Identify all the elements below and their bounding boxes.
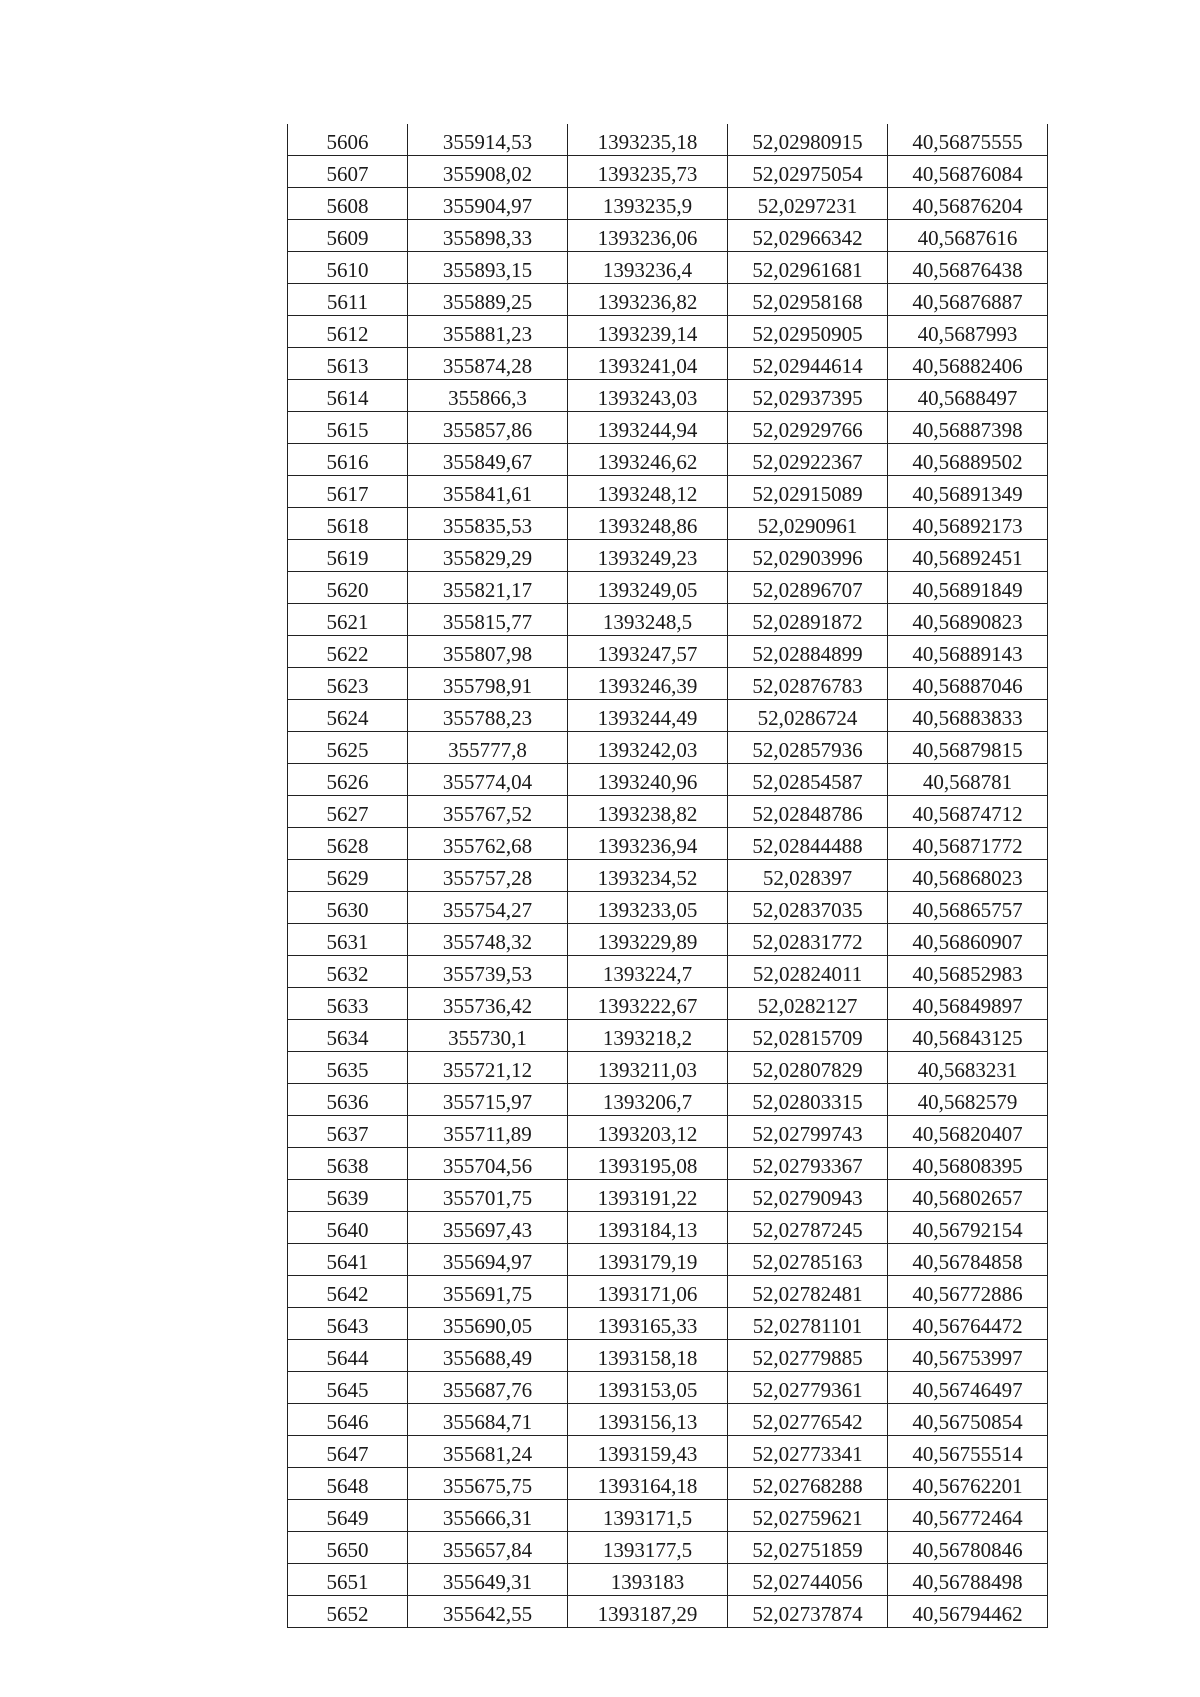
x-coordinate-cell: 355691,75 xyxy=(408,1276,568,1308)
latitude-cell: 52,02815709 xyxy=(728,1020,888,1052)
longitude-cell: 40,56876084 xyxy=(888,156,1048,188)
longitude-cell: 40,56852983 xyxy=(888,956,1048,988)
point-number-cell: 5611 xyxy=(288,284,408,316)
x-coordinate-cell: 355657,84 xyxy=(408,1532,568,1564)
x-coordinate-cell: 355893,15 xyxy=(408,252,568,284)
table-row xyxy=(288,668,1048,700)
longitude-cell: 40,56792154 xyxy=(888,1212,1048,1244)
y-coordinate-cell: 1393158,18 xyxy=(568,1340,728,1372)
coordinates-table-body xyxy=(288,124,1048,1628)
point-number-cell: 5615 xyxy=(288,412,408,444)
y-coordinate-cell: 1393236,4 xyxy=(568,252,728,284)
y-coordinate-cell: 1393235,18 xyxy=(568,124,728,156)
y-coordinate-cell: 1393241,04 xyxy=(568,348,728,380)
point-number-cell: 5623 xyxy=(288,668,408,700)
table-row xyxy=(288,348,1048,380)
table-row xyxy=(288,1596,1048,1628)
point-number-cell: 5617 xyxy=(288,476,408,508)
x-coordinate-cell: 355694,97 xyxy=(408,1244,568,1276)
y-coordinate-cell: 1393246,62 xyxy=(568,444,728,476)
y-coordinate-cell: 1393248,86 xyxy=(568,508,728,540)
longitude-cell: 40,56887046 xyxy=(888,668,1048,700)
table-row xyxy=(288,892,1048,924)
table-row xyxy=(288,444,1048,476)
x-coordinate-cell: 355798,91 xyxy=(408,668,568,700)
latitude-cell: 52,02950905 xyxy=(728,316,888,348)
latitude-cell: 52,02980915 xyxy=(728,124,888,156)
longitude-cell: 40,56780846 xyxy=(888,1532,1048,1564)
table-row xyxy=(288,700,1048,732)
table-row xyxy=(288,1372,1048,1404)
latitude-cell: 52,02958168 xyxy=(728,284,888,316)
x-coordinate-cell: 355914,53 xyxy=(408,124,568,156)
table-row xyxy=(288,220,1048,252)
longitude-cell: 40,56843125 xyxy=(888,1020,1048,1052)
y-coordinate-cell: 1393153,05 xyxy=(568,1372,728,1404)
y-coordinate-cell: 1393229,89 xyxy=(568,924,728,956)
y-coordinate-cell: 1393235,73 xyxy=(568,156,728,188)
table-row xyxy=(288,252,1048,284)
x-coordinate-cell: 355829,29 xyxy=(408,540,568,572)
latitude-cell: 52,02854587 xyxy=(728,764,888,796)
y-coordinate-cell: 1393164,18 xyxy=(568,1468,728,1500)
table-row xyxy=(288,1276,1048,1308)
table-row xyxy=(288,188,1048,220)
latitude-cell: 52,02807829 xyxy=(728,1052,888,1084)
longitude-cell: 40,56755514 xyxy=(888,1436,1048,1468)
latitude-cell: 52,0290961 xyxy=(728,508,888,540)
latitude-cell: 52,02966342 xyxy=(728,220,888,252)
latitude-cell: 52,02776542 xyxy=(728,1404,888,1436)
x-coordinate-cell: 355697,43 xyxy=(408,1212,568,1244)
x-coordinate-cell: 355754,27 xyxy=(408,892,568,924)
x-coordinate-cell: 355866,3 xyxy=(408,380,568,412)
y-coordinate-cell: 1393206,7 xyxy=(568,1084,728,1116)
latitude-cell: 52,02844488 xyxy=(728,828,888,860)
point-number-cell: 5641 xyxy=(288,1244,408,1276)
table-row xyxy=(288,828,1048,860)
longitude-cell: 40,56876887 xyxy=(888,284,1048,316)
latitude-cell: 52,02737874 xyxy=(728,1596,888,1628)
point-number-cell: 5626 xyxy=(288,764,408,796)
x-coordinate-cell: 355904,97 xyxy=(408,188,568,220)
x-coordinate-cell: 355688,49 xyxy=(408,1340,568,1372)
longitude-cell: 40,56788498 xyxy=(888,1564,1048,1596)
x-coordinate-cell: 355777,8 xyxy=(408,732,568,764)
latitude-cell: 52,02975054 xyxy=(728,156,888,188)
latitude-cell: 52,02891872 xyxy=(728,604,888,636)
table-row xyxy=(288,1116,1048,1148)
table-row xyxy=(288,156,1048,188)
longitude-cell: 40,56883833 xyxy=(888,700,1048,732)
latitude-cell: 52,02857936 xyxy=(728,732,888,764)
table-row xyxy=(288,1436,1048,1468)
latitude-cell: 52,0286724 xyxy=(728,700,888,732)
longitude-cell: 40,5688497 xyxy=(888,380,1048,412)
y-coordinate-cell: 1393224,7 xyxy=(568,956,728,988)
point-number-cell: 5629 xyxy=(288,860,408,892)
longitude-cell: 40,56772464 xyxy=(888,1500,1048,1532)
latitude-cell: 52,02824011 xyxy=(728,956,888,988)
point-number-cell: 5624 xyxy=(288,700,408,732)
longitude-cell: 40,56889502 xyxy=(888,444,1048,476)
x-coordinate-cell: 355874,28 xyxy=(408,348,568,380)
table-row xyxy=(288,1148,1048,1180)
longitude-cell: 40,56772886 xyxy=(888,1276,1048,1308)
longitude-cell: 40,56889143 xyxy=(888,636,1048,668)
longitude-cell: 40,56784858 xyxy=(888,1244,1048,1276)
x-coordinate-cell: 355701,75 xyxy=(408,1180,568,1212)
latitude-cell: 52,02773341 xyxy=(728,1436,888,1468)
y-coordinate-cell: 1393249,23 xyxy=(568,540,728,572)
point-number-cell: 5613 xyxy=(288,348,408,380)
point-number-cell: 5643 xyxy=(288,1308,408,1340)
y-coordinate-cell: 1393248,5 xyxy=(568,604,728,636)
point-number-cell: 5642 xyxy=(288,1276,408,1308)
x-coordinate-cell: 355821,17 xyxy=(408,572,568,604)
latitude-cell: 52,02779885 xyxy=(728,1340,888,1372)
longitude-cell: 40,56868023 xyxy=(888,860,1048,892)
latitude-cell: 52,02779361 xyxy=(728,1372,888,1404)
table-row xyxy=(288,1564,1048,1596)
table-row xyxy=(288,604,1048,636)
y-coordinate-cell: 1393235,9 xyxy=(568,188,728,220)
y-coordinate-cell: 1393184,13 xyxy=(568,1212,728,1244)
x-coordinate-cell: 355807,98 xyxy=(408,636,568,668)
table-row xyxy=(288,1308,1048,1340)
y-coordinate-cell: 1393239,14 xyxy=(568,316,728,348)
x-coordinate-cell: 355898,33 xyxy=(408,220,568,252)
y-coordinate-cell: 1393156,13 xyxy=(568,1404,728,1436)
table-row xyxy=(288,476,1048,508)
y-coordinate-cell: 1393179,19 xyxy=(568,1244,728,1276)
y-coordinate-cell: 1393244,94 xyxy=(568,412,728,444)
point-number-cell: 5612 xyxy=(288,316,408,348)
longitude-cell: 40,56892173 xyxy=(888,508,1048,540)
y-coordinate-cell: 1393240,96 xyxy=(568,764,728,796)
x-coordinate-cell: 355767,52 xyxy=(408,796,568,828)
longitude-cell: 40,56849897 xyxy=(888,988,1048,1020)
table-row xyxy=(288,540,1048,572)
y-coordinate-cell: 1393211,03 xyxy=(568,1052,728,1084)
x-coordinate-cell: 355881,23 xyxy=(408,316,568,348)
longitude-cell: 40,56891849 xyxy=(888,572,1048,604)
x-coordinate-cell: 355666,31 xyxy=(408,1500,568,1532)
point-number-cell: 5609 xyxy=(288,220,408,252)
x-coordinate-cell: 355762,68 xyxy=(408,828,568,860)
longitude-cell: 40,568781 xyxy=(888,764,1048,796)
y-coordinate-cell: 1393248,12 xyxy=(568,476,728,508)
latitude-cell: 52,02929766 xyxy=(728,412,888,444)
point-number-cell: 5632 xyxy=(288,956,408,988)
table-row xyxy=(288,124,1048,156)
point-number-cell: 5650 xyxy=(288,1532,408,1564)
point-number-cell: 5627 xyxy=(288,796,408,828)
y-coordinate-cell: 1393249,05 xyxy=(568,572,728,604)
x-coordinate-cell: 355675,75 xyxy=(408,1468,568,1500)
table-row xyxy=(288,860,1048,892)
table-row xyxy=(288,636,1048,668)
longitude-cell: 40,5682579 xyxy=(888,1084,1048,1116)
longitude-cell: 40,56875555 xyxy=(888,124,1048,156)
longitude-cell: 40,56892451 xyxy=(888,540,1048,572)
point-number-cell: 5640 xyxy=(288,1212,408,1244)
latitude-cell: 52,02876783 xyxy=(728,668,888,700)
y-coordinate-cell: 1393233,05 xyxy=(568,892,728,924)
point-number-cell: 5636 xyxy=(288,1084,408,1116)
latitude-cell: 52,0297231 xyxy=(728,188,888,220)
latitude-cell: 52,02790943 xyxy=(728,1180,888,1212)
latitude-cell: 52,0282127 xyxy=(728,988,888,1020)
table-row xyxy=(288,1340,1048,1372)
y-coordinate-cell: 1393242,03 xyxy=(568,732,728,764)
x-coordinate-cell: 355642,55 xyxy=(408,1596,568,1628)
coordinates-table xyxy=(287,124,1048,1628)
point-number-cell: 5646 xyxy=(288,1404,408,1436)
table-row xyxy=(288,1468,1048,1500)
point-number-cell: 5644 xyxy=(288,1340,408,1372)
point-number-cell: 5639 xyxy=(288,1180,408,1212)
point-number-cell: 5631 xyxy=(288,924,408,956)
latitude-cell: 52,02944614 xyxy=(728,348,888,380)
latitude-cell: 52,02837035 xyxy=(728,892,888,924)
point-number-cell: 5638 xyxy=(288,1148,408,1180)
x-coordinate-cell: 355684,71 xyxy=(408,1404,568,1436)
table-row xyxy=(288,764,1048,796)
y-coordinate-cell: 1393171,5 xyxy=(568,1500,728,1532)
table-row xyxy=(288,380,1048,412)
x-coordinate-cell: 355736,42 xyxy=(408,988,568,1020)
y-coordinate-cell: 1393159,43 xyxy=(568,1436,728,1468)
x-coordinate-cell: 355835,53 xyxy=(408,508,568,540)
y-coordinate-cell: 1393187,29 xyxy=(568,1596,728,1628)
point-number-cell: 5634 xyxy=(288,1020,408,1052)
y-coordinate-cell: 1393236,06 xyxy=(568,220,728,252)
latitude-cell: 52,028397 xyxy=(728,860,888,892)
latitude-cell: 52,02915089 xyxy=(728,476,888,508)
x-coordinate-cell: 355757,28 xyxy=(408,860,568,892)
table-row xyxy=(288,412,1048,444)
latitude-cell: 52,02848786 xyxy=(728,796,888,828)
latitude-cell: 52,02793367 xyxy=(728,1148,888,1180)
longitude-cell: 40,56874712 xyxy=(888,796,1048,828)
table-row xyxy=(288,316,1048,348)
longitude-cell: 40,56865757 xyxy=(888,892,1048,924)
point-number-cell: 5633 xyxy=(288,988,408,1020)
latitude-cell: 52,02903996 xyxy=(728,540,888,572)
point-number-cell: 5652 xyxy=(288,1596,408,1628)
point-number-cell: 5616 xyxy=(288,444,408,476)
longitude-cell: 40,56887398 xyxy=(888,412,1048,444)
y-coordinate-cell: 1393243,03 xyxy=(568,380,728,412)
x-coordinate-cell: 355849,67 xyxy=(408,444,568,476)
y-coordinate-cell: 1393244,49 xyxy=(568,700,728,732)
longitude-cell: 40,56876204 xyxy=(888,188,1048,220)
x-coordinate-cell: 355715,97 xyxy=(408,1084,568,1116)
y-coordinate-cell: 1393222,67 xyxy=(568,988,728,1020)
longitude-cell: 40,56802657 xyxy=(888,1180,1048,1212)
y-coordinate-cell: 1393218,2 xyxy=(568,1020,728,1052)
latitude-cell: 52,02781101 xyxy=(728,1308,888,1340)
point-number-cell: 5648 xyxy=(288,1468,408,1500)
latitude-cell: 52,02759621 xyxy=(728,1500,888,1532)
x-coordinate-cell: 355889,25 xyxy=(408,284,568,316)
longitude-cell: 40,5687993 xyxy=(888,316,1048,348)
latitude-cell: 52,02744056 xyxy=(728,1564,888,1596)
point-number-cell: 5622 xyxy=(288,636,408,668)
point-number-cell: 5625 xyxy=(288,732,408,764)
longitude-cell: 40,56764472 xyxy=(888,1308,1048,1340)
longitude-cell: 40,5687616 xyxy=(888,220,1048,252)
latitude-cell: 52,02937395 xyxy=(728,380,888,412)
table-row xyxy=(288,284,1048,316)
table-row xyxy=(288,1212,1048,1244)
point-number-cell: 5647 xyxy=(288,1436,408,1468)
point-number-cell: 5618 xyxy=(288,508,408,540)
latitude-cell: 52,02896707 xyxy=(728,572,888,604)
point-number-cell: 5645 xyxy=(288,1372,408,1404)
y-coordinate-cell: 1393238,82 xyxy=(568,796,728,828)
longitude-cell: 40,56876438 xyxy=(888,252,1048,284)
y-coordinate-cell: 1393165,33 xyxy=(568,1308,728,1340)
table-row xyxy=(288,572,1048,604)
longitude-cell: 40,56871772 xyxy=(888,828,1048,860)
latitude-cell: 52,02787245 xyxy=(728,1212,888,1244)
latitude-cell: 52,02799743 xyxy=(728,1116,888,1148)
longitude-cell: 40,56808395 xyxy=(888,1148,1048,1180)
x-coordinate-cell: 355841,61 xyxy=(408,476,568,508)
table-row xyxy=(288,1500,1048,1532)
table-row xyxy=(288,988,1048,1020)
x-coordinate-cell: 355730,1 xyxy=(408,1020,568,1052)
table-row xyxy=(288,508,1048,540)
table-row xyxy=(288,1404,1048,1436)
point-number-cell: 5606 xyxy=(288,124,408,156)
point-number-cell: 5628 xyxy=(288,828,408,860)
y-coordinate-cell: 1393191,22 xyxy=(568,1180,728,1212)
latitude-cell: 52,02961681 xyxy=(728,252,888,284)
table-row xyxy=(288,1180,1048,1212)
point-number-cell: 5610 xyxy=(288,252,408,284)
x-coordinate-cell: 355690,05 xyxy=(408,1308,568,1340)
latitude-cell: 52,02768288 xyxy=(728,1468,888,1500)
y-coordinate-cell: 1393247,57 xyxy=(568,636,728,668)
x-coordinate-cell: 355687,76 xyxy=(408,1372,568,1404)
latitude-cell: 52,02751859 xyxy=(728,1532,888,1564)
point-number-cell: 5620 xyxy=(288,572,408,604)
point-number-cell: 5614 xyxy=(288,380,408,412)
longitude-cell: 40,56890823 xyxy=(888,604,1048,636)
x-coordinate-cell: 355704,56 xyxy=(408,1148,568,1180)
longitude-cell: 40,56891349 xyxy=(888,476,1048,508)
point-number-cell: 5637 xyxy=(288,1116,408,1148)
longitude-cell: 40,56753997 xyxy=(888,1340,1048,1372)
table-row xyxy=(288,1020,1048,1052)
longitude-cell: 40,56762201 xyxy=(888,1468,1048,1500)
latitude-cell: 52,02922367 xyxy=(728,444,888,476)
y-coordinate-cell: 1393171,06 xyxy=(568,1276,728,1308)
y-coordinate-cell: 1393236,94 xyxy=(568,828,728,860)
y-coordinate-cell: 1393183 xyxy=(568,1564,728,1596)
x-coordinate-cell: 355711,89 xyxy=(408,1116,568,1148)
x-coordinate-cell: 355788,23 xyxy=(408,700,568,732)
table-row xyxy=(288,956,1048,988)
longitude-cell: 40,56794462 xyxy=(888,1596,1048,1628)
table-row xyxy=(288,732,1048,764)
x-coordinate-cell: 355774,04 xyxy=(408,764,568,796)
longitude-cell: 40,5683231 xyxy=(888,1052,1048,1084)
x-coordinate-cell: 355721,12 xyxy=(408,1052,568,1084)
table-row xyxy=(288,1532,1048,1564)
table-row xyxy=(288,1052,1048,1084)
x-coordinate-cell: 355739,53 xyxy=(408,956,568,988)
point-number-cell: 5608 xyxy=(288,188,408,220)
latitude-cell: 52,02782481 xyxy=(728,1276,888,1308)
y-coordinate-cell: 1393177,5 xyxy=(568,1532,728,1564)
table-row xyxy=(288,1244,1048,1276)
point-number-cell: 5619 xyxy=(288,540,408,572)
point-number-cell: 5630 xyxy=(288,892,408,924)
point-number-cell: 5621 xyxy=(288,604,408,636)
longitude-cell: 40,56860907 xyxy=(888,924,1048,956)
point-number-cell: 5607 xyxy=(288,156,408,188)
longitude-cell: 40,56879815 xyxy=(888,732,1048,764)
point-number-cell: 5635 xyxy=(288,1052,408,1084)
y-coordinate-cell: 1393234,52 xyxy=(568,860,728,892)
x-coordinate-cell: 355908,02 xyxy=(408,156,568,188)
latitude-cell: 52,02884899 xyxy=(728,636,888,668)
x-coordinate-cell: 355748,32 xyxy=(408,924,568,956)
point-number-cell: 5651 xyxy=(288,1564,408,1596)
x-coordinate-cell: 355857,86 xyxy=(408,412,568,444)
table-row xyxy=(288,924,1048,956)
x-coordinate-cell: 355681,24 xyxy=(408,1436,568,1468)
table-row xyxy=(288,1084,1048,1116)
y-coordinate-cell: 1393246,39 xyxy=(568,668,728,700)
longitude-cell: 40,56820407 xyxy=(888,1116,1048,1148)
x-coordinate-cell: 355649,31 xyxy=(408,1564,568,1596)
y-coordinate-cell: 1393195,08 xyxy=(568,1148,728,1180)
y-coordinate-cell: 1393236,82 xyxy=(568,284,728,316)
latitude-cell: 52,02785163 xyxy=(728,1244,888,1276)
table-row xyxy=(288,796,1048,828)
longitude-cell: 40,56882406 xyxy=(888,348,1048,380)
y-coordinate-cell: 1393203,12 xyxy=(568,1116,728,1148)
latitude-cell: 52,02803315 xyxy=(728,1084,888,1116)
longitude-cell: 40,56746497 xyxy=(888,1372,1048,1404)
x-coordinate-cell: 355815,77 xyxy=(408,604,568,636)
point-number-cell: 5649 xyxy=(288,1500,408,1532)
longitude-cell: 40,56750854 xyxy=(888,1404,1048,1436)
latitude-cell: 52,02831772 xyxy=(728,924,888,956)
